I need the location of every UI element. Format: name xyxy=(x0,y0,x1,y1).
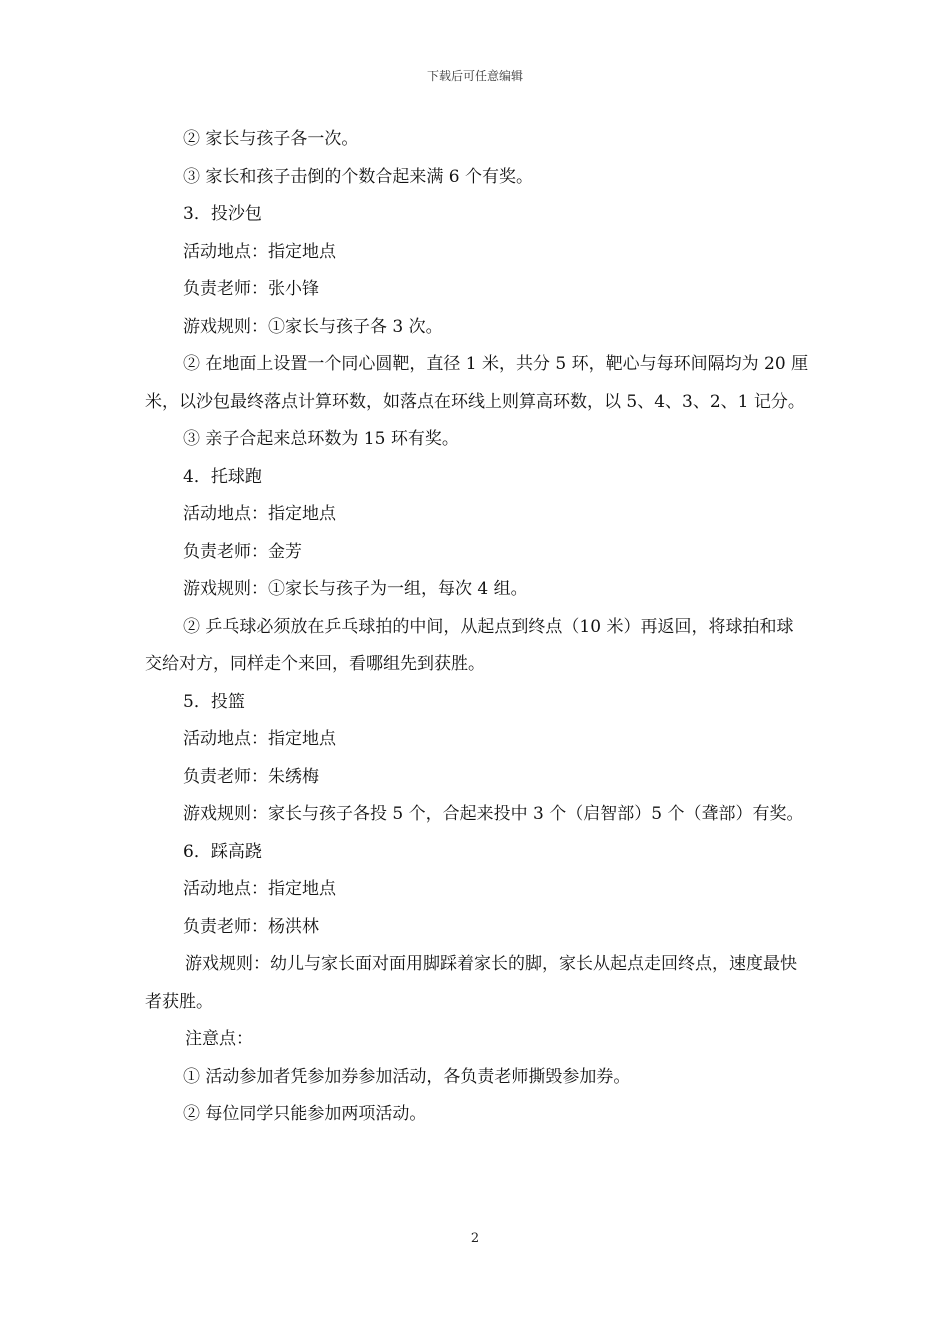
rule-item: ② 在地面上设置一个同心圆靶，直径 1 米，共分 5 环，靶心与每环间隔均为 20 厘米，以沙包最终落点计算环数，如落点在环线上则算高环数，以 5、4、3、2、1 记分。 xyxy=(145,354,809,412)
responsible-teacher: 负责老师：杨洪林 xyxy=(183,916,319,937)
activity-location: 活动地点：指定地点 xyxy=(183,879,336,899)
note-item: ① 活动参加者凭参加券参加活动，各负责老师撕毁参加券。 xyxy=(183,1066,631,1087)
page-number: 2 xyxy=(470,1231,480,1246)
game-rules: 游戏规则：①家长与孩子为一组，每次 4 组。 xyxy=(183,579,528,599)
rule-item: ② 乒乓球必须放在乒乓球拍的中间，从起点到终点（10 米）再返回，将球拍和球交给对方，同样走个来回，看哪组先到获胜。 xyxy=(145,616,794,674)
section-heading: 5．投篮 xyxy=(183,691,245,712)
section-heading: 6．踩高跷 xyxy=(183,841,262,862)
responsible-teacher: 负责老师：朱绣梅 xyxy=(183,766,319,787)
rule-item: ② 家长与孩子各一次。 xyxy=(183,129,359,149)
section-heading: 3．投沙包 xyxy=(183,204,262,224)
page-header: 下载后可任意编辑 xyxy=(426,69,523,83)
rule-item: ③ 亲子合起来总环数为 15 环有奖。 xyxy=(183,429,459,449)
game-rules: 游戏规则：家长与孩子各投 5 个，合起来投中 3 个（启智部）5 个（聋部）有奖。 xyxy=(183,804,804,824)
rule-item: ③ 家长和孩子击倒的个数合起来满 6 个有奖。 xyxy=(183,166,534,187)
activity-location: 活动地点：指定地点 xyxy=(183,241,336,262)
activity-location: 活动地点：指定地点 xyxy=(183,729,336,749)
section-heading: 4．托球跑 xyxy=(183,466,262,487)
game-rules: 游戏规则：①家长与孩子各 3 次。 xyxy=(183,316,443,337)
responsible-teacher: 负责老师：张小锋 xyxy=(183,279,319,299)
notes-heading: 注意点： xyxy=(185,1029,253,1049)
activity-location: 活动地点：指定地点 xyxy=(183,504,336,524)
document-body xyxy=(145,121,810,1134)
game-rules: 游戏规则：幼儿与家长面对面用脚踩着家长的脚，家长从起点走回终点，速度最快者获胜。 xyxy=(145,954,797,1012)
note-item: ② 每位同学只能参加两项活动。 xyxy=(183,1104,427,1124)
responsible-teacher: 负责老师：金芳 xyxy=(183,541,302,562)
